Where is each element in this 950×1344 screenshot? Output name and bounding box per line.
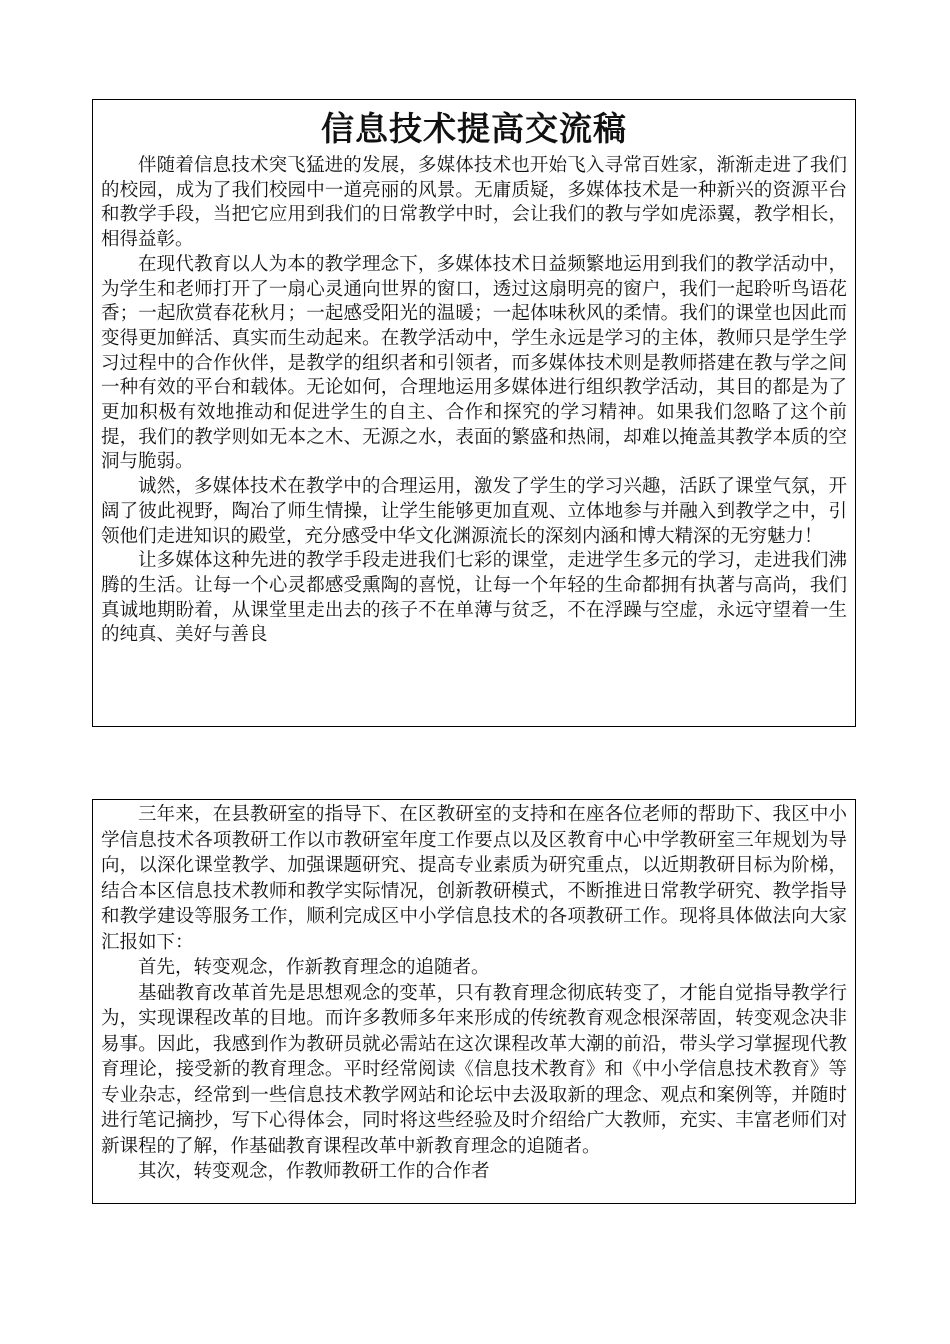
paragraph-4: 让多媒体这种先进的教学手段走进我们七彩的课堂，走进学生多元的学习，走进我们沸腾的生活。让每一个心灵都感受熏陶的喜悦，让每一个年轻的生命都拥有执著与高尚，我们真诚地期盼着，从课堂里走出去的孩子不在单薄与贫乏，不在浮躁与空虚，永远守望着一生的纯真、美好与善良	[101, 550, 847, 646]
document-title: 信息技术提高交流稿	[321, 109, 627, 148]
paragraph-3: 诚然，多媒体技术在教学中的合理运用，激发了学生的学习兴趣，活跃了课堂气氛，开阔了彼此视野，陶冶了师生情操，让学生能够更加直观、立体地参与并融入到教学之中，引领他们走进知识的殿堂，充分感受中华文化渊源流长的深刻内涵和博大精深的无穷魅力！	[101, 476, 847, 547]
article-box-bottom	[92, 799, 856, 1204]
paragraph-7: 基础教育改革首先是思想观念的变革，只有教育理念彻底转变了，才能自觉指导教学行为，实现课程改革的目地。而许多教师多年来形成的传统教育观念根深蒂固，转变观念决非易事。因此，我感到作为教研员就必需站在这次课程改革大潮的前沿，带头学习掌握现代教育理论，接受新的教育理念。平时经常阅读《信息技术教育》和《中小学信息技术教育》等专业杂志，经常到一些信息技术教学网站和论坛中去汲取新的理念、观点和案例等，并随时进行笔记摘抄，写下心得体会，同时将这些经验及时介绍给广大教师，充实、丰富老师们对新课程的了解，作基础教育课程改革中新教育理念的追随者。	[101, 982, 847, 1157]
paragraph-8: 其次，转变观念，作教师教研工作的合作者	[138, 1161, 490, 1182]
paragraph-5: 三年来，在县教研室的指导下、在区教研室的支持和在座各位老师的帮助下、我区中小学信息技术各项教研工作以市教研室年度工作要点以及区教育中心中学教研室三年规划为导向，以深化课堂教学、加强课题研究、提高专业素质为研究重点，以近期教研目标为阶梯，结合本区信息技术教师和教学实际情况，创新教研模式，不断推进日常教学研究、教学指导和教学建设等服务工作，顺利完成区中小学信息技术的各项教研工作。现将具体做法向大家汇报如下：	[101, 804, 847, 953]
paragraph-6: 首先，转变观念，作新教育理念的追随者。	[138, 957, 490, 978]
article-box-top	[92, 99, 856, 727]
paragraph-1: 伴随着信息技术突飞猛进的发展，多媒体技术也开始飞入寻常百姓家，渐渐走进了我们的校园，成为了我们校园中一道亮丽的风景。无庸质疑，多媒体技术是一种新兴的资源平台和教学手段，当把它应用到我们的日常教学中时，会让我们的教与学如虎添翼，教学相长，相得益彰。	[101, 155, 847, 251]
paragraph-2: 在现代教育以人为本的教学理念下，多媒体技术日益频繁地运用到我们的教学活动中，为学生和老师打开了一扇心灵通向世界的窗口，透过这扇明亮的窗户，我们一起聆听鸟语花香；一起欣赏春花秋月；一起感受阳光的温暖；一起体味秋风的柔情。我们的课堂也因此而变得更加鲜活、真实而生动起来。在教学活动中，学生永远是学习的主体，教师只是学生学习过程中的合作伙伴，是教学的组织者和引领者，而多媒体技术则是教师搭建在教与学之间一种有效的平台和载体。无论如何，合理地运用多媒体进行组织教学活动，其目的都是为了更加积极有效地推动和促进学生的自主、合作和探究的学习精神。如果我们忽略了这个前提，我们的教学则如无本之木、无源之水，表面的繁盛和热闹，却难以掩盖其教学本质的空洞与脆弱。	[101, 253, 847, 473]
